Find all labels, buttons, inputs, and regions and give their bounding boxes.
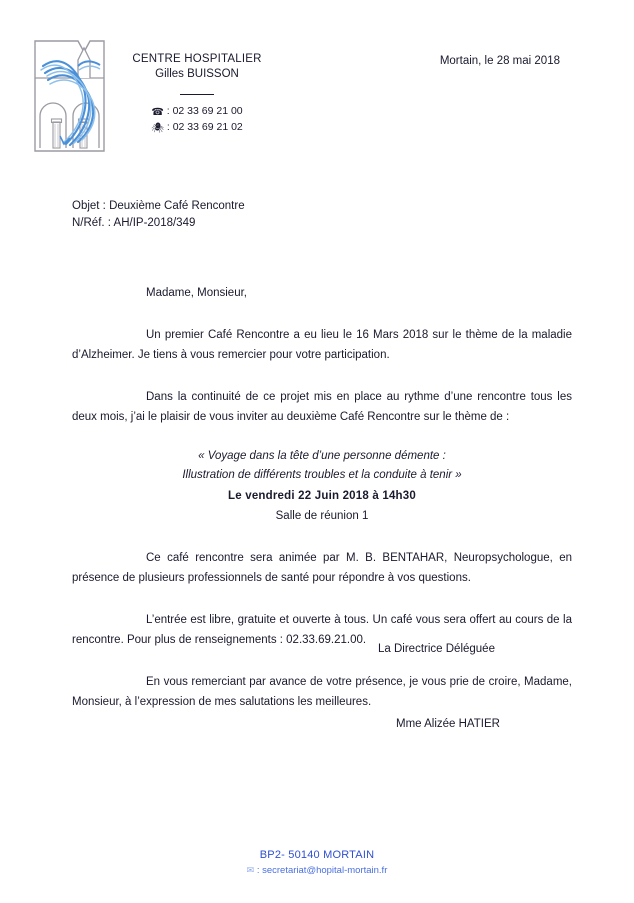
signature-name: Mme Alizée HATIER	[396, 718, 500, 730]
theme-line-2: Illustration de différents troubles et la conduite à tenir »	[182, 469, 462, 481]
envelope-icon: ✉	[246, 865, 255, 875]
theme-room: Salle de réunion 1	[275, 510, 369, 522]
date-line: Mortain, le 28 mai 2018	[439, 55, 560, 67]
signature-block	[330, 639, 580, 734]
logo-svg	[34, 40, 105, 152]
telephone-icon: ☎	[151, 107, 164, 118]
fax-icon: 🕷	[151, 123, 164, 134]
header-divider	[180, 94, 214, 95]
paragraph-4: L’entrée est libre, gratuite et ouverte à tous. Un café vous sera offert au cours de la rencontre. Pour plus de renseignements : 02.33.69.21.00.	[72, 614, 572, 646]
signature-title: La Directrice Déléguée	[378, 643, 495, 655]
reference-line: N/Réf. : AH/IP-2018/349	[72, 217, 196, 229]
objet-line: Objet : Deuxième Café Rencontre	[72, 200, 245, 212]
org-name-line2: Gilles BUISSON	[155, 68, 239, 80]
letterhead	[0, 0, 634, 170]
footer-address: BP2- 50140 MORTAIN	[259, 849, 375, 861]
fax-row	[112, 120, 282, 136]
footer-email-row	[0, 863, 634, 878]
theme-block	[72, 447, 572, 526]
salutation: Madame, Monsieur,	[146, 287, 247, 299]
organization-block	[112, 52, 282, 136]
contact-block	[112, 104, 282, 136]
page-footer	[0, 848, 634, 878]
footer-email[interactable]: : secretariat@hopital-mortain.fr	[256, 865, 388, 876]
paragraph-5: En vous remerciant par avance de votre présence, je vous prie de croire, Madame, Monsieur, à l’expression de mes salutations les meilleures.	[72, 676, 572, 708]
phone-number: : 02 33 69 21 00	[166, 105, 243, 117]
paragraph-2: Dans la continuité de ce projet mis en place au rythme d’une rencontre tous les deux mois, j’ai le plaisir de vous inviter au deuxième Café Rencontre sur le thème de :	[72, 391, 572, 423]
theme-date: Le vendredi 22 Juin 2018 à 14h30	[228, 490, 416, 502]
hospital-chapel-logo	[34, 40, 105, 152]
fax-number: : 02 33 69 21 02	[166, 121, 243, 133]
org-name-line1: CENTRE HOSPITALIER	[132, 53, 262, 65]
reference-block	[72, 198, 245, 232]
phone-row	[112, 104, 282, 120]
paragraph-1: Un premier Café Rencontre a eu lieu le 16 Mars 2018 sur le thème de la maladie d’Alzheimer. Je tiens à vous remercier pour votre participation.	[72, 329, 572, 361]
paragraph-3: Ce café rencontre sera animée par M. B. BENTAHAR, Neuropsychologue, en présence de plusieurs professionnels de santé pour répondre à vos questions.	[72, 552, 572, 584]
theme-line-1: « Voyage dans la tête d’une personne démente :	[198, 450, 446, 462]
